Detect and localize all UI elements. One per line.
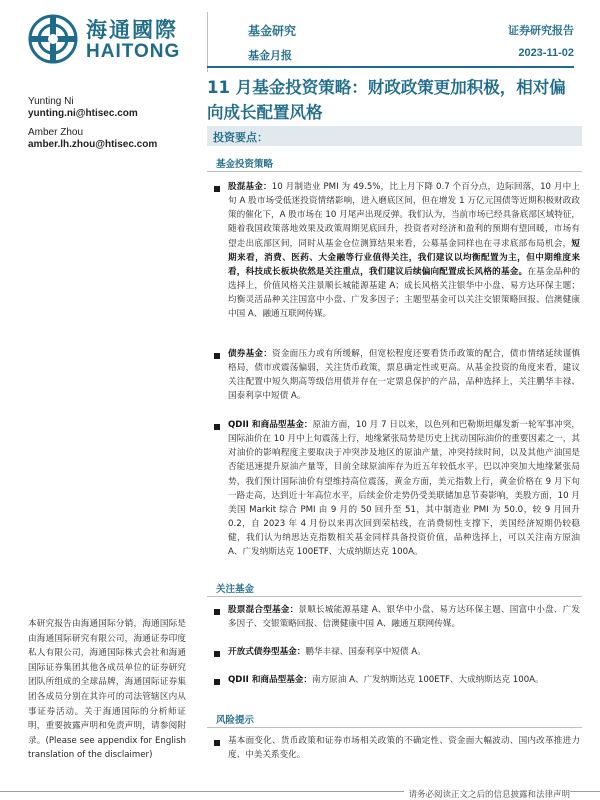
bullet-icon <box>214 424 220 430</box>
para-key: 股混基金： <box>228 182 272 192</box>
header-rule <box>207 66 574 68</box>
author-name: Yunting Ni <box>28 96 74 107</box>
distribution-disclaimer: 本研究报告由海通国际分销，海通国际是由海通国际研究有限公司，海通证券印度私人有限公司，海通国际株式会社和海通国际证券集团其他各成员单位的证券研究团队所组成的全球品牌，海通国际证券集团各成员分别在其许可的司法管辖区内从事证券活动。关于海通国际的分析师证明，重要披露声明和免责声明，请参阅附录。(Please see appendix for English translation of the disclaimer) <box>28 619 186 761</box>
risk-heading: 风险提示 <box>216 715 255 726</box>
bullet-icon <box>214 651 220 657</box>
para-text: 南方原油 A、广发纳斯达克 100ETF、大成纳斯达克 100A。 <box>311 675 544 685</box>
footer-notice: 请务必阅读正文之后的信息披露和法律声明 <box>404 788 570 800</box>
report-type-label: 基金月报 <box>248 49 292 62</box>
para-key: QDII 和商品型基金： <box>228 675 312 685</box>
bullet-icon <box>214 740 220 746</box>
para-text: 10 月制造业 PMI 为 49.5%，比上月下降 0.7 个百分点，边际回落，10 月中上旬 A 股市场受低迷投资情绪影响，进入磨底区间，但在增发 1 万亿元国债等近期积极财政政策的催化下，A 股市场在 10 月尾声出现反弹。我们认为，当前市场已经具备底部区域特征，随着我国政策落地效果及政策周期见底回升，投资者对经济和盈利的预期有望回暖，市场有望走出底部区间，同时从基金仓位测算结果来看，公募基金同样也在寻求底部布局机会， <box>228 182 580 249</box>
para-key: 股票混合型基金： <box>228 605 299 615</box>
focus-equity-funds <box>228 603 580 631</box>
author-2 <box>28 127 157 151</box>
para-key: 债券基金： <box>228 349 273 359</box>
para-text: 鹏华丰禄、国泰利享中短债 A。 <box>305 647 426 657</box>
bullet-icon <box>214 679 220 685</box>
heading-rule <box>207 171 582 172</box>
fund-strategy-heading: 基金投资策略 <box>216 159 274 170</box>
key-points-bar <box>207 126 582 146</box>
para-text: 资金面压力或有所缓解，但宽松程度还要看货币政策的配合，债市情绪延续谨慎格局，债市或震荡偏弱，关注货币政策，票息确定性或更高。从基金投资的角度来看，建议关注配置中短久期高等级信用债并存在一定票息保护的产品，品种选择上，关注鹏华丰禄、国泰利享中短债 A。 <box>228 349 580 402</box>
focus-funds-heading: 关注基金 <box>216 584 255 595</box>
heading-rule <box>207 727 582 728</box>
haitong-logo-mark <box>28 14 78 64</box>
para-bold-text: 短期来看，消费、医药、大金融等行业值得关注，我们建议以均衡配置为主，但中期维度来看，科技成长板块依然是关注重点，我们建议后续偏向配置成长风格的基金。 <box>228 238 580 277</box>
logo-chinese: 海通國際 <box>86 18 178 42</box>
logo-english: HAITONG <box>86 41 181 62</box>
author-email[interactable]: amber.lh.zhou@htisec.com <box>28 139 158 150</box>
report-date: 2023-11-02 <box>518 47 574 59</box>
para-text: 景顺长城能源基建 A、银华中小盘、易方达环保主题、国富中小盘、广发多因子、交银策略回报、信澳健康中国 A、融通互联网传媒。 <box>228 605 580 630</box>
focus-qdii-funds <box>228 673 580 687</box>
bullet-icon <box>214 609 220 615</box>
heading-rule <box>207 596 582 597</box>
qdii-commodity-paragraph <box>228 418 580 560</box>
para-text: 原油方面，10 月 7 日以来，以色列和巴勒斯坦爆发新一轮军事冲突，国际油价在 10 月中上旬震荡上行，地缘紧张局势是历史上扰动国际油价的重要因素之一，其对油价的影响程度主要取决于冲突涉及地区的原油产量，冲突持续时间，以及其他产油国是否能迅速提升原油产量等，目前全球原油库存为近五年较低水平，巴以冲突加大地缘紧张局势，我们预计国际油价有望维持高位震荡，黄金方面，美元指数上行，黄金价格在 9 月下旬一路走高，达到近十年高位水平，后续金价走势仍受美联储加息节奏影响，美股方面，10 月美国 Markit 综合 PMI 由 9 月的 50 回升至 51，其中制造业 PMI 为 50.0，较 9 月回升 0.2，自 2023 年 4 月份以来再次回到荣枯线，在消费韧性支撑下，美国经济短期仍较稳健，我们认为纳思达克指数相关基金同样具备投资价值，品种选择上，可以关注南方原油 A、广发纳斯达克 100ETF、大成纳斯达克 100A。 <box>228 420 580 558</box>
equity-hybrid-paragraph <box>228 180 580 322</box>
para-key: QDII 和商品型基金： <box>228 420 313 430</box>
bond-fund-paragraph <box>228 347 580 404</box>
key-points-heading: 投资要点： <box>213 131 268 144</box>
author-email[interactable]: yunting.ni@htisec.com <box>28 108 138 119</box>
author-1 <box>28 96 138 120</box>
report-category-label: 证券研究报告 <box>508 24 574 37</box>
department-label: 基金研究 <box>248 24 297 38</box>
risk-paragraph: 基本面变化、货币政策和证券市场相关政策的不确定性、资金面大幅波动、国内改革推进力度、中美关系变化。 <box>228 736 580 761</box>
bullet-icon <box>214 353 220 359</box>
bullet-icon <box>214 186 220 192</box>
para-key: 开放式债券型基金： <box>228 647 306 657</box>
focus-bond-funds <box>228 645 580 659</box>
header-divider <box>207 12 208 72</box>
para-text: 在基金品种的选择上，价值风格关注景顺长城能源基建 A；成长风格关注银华中小盘、易方达环保主题；均衡灵活品种关注国富中小盘、广发多因子；主题型基金可以关注交银策略回报、信澳健康中国 A、融通互联网传媒。 <box>228 266 580 320</box>
report-title: 11 月基金投资策略：财政政策更加积极，相对偏向成长配置风格 <box>207 78 566 122</box>
author-name: Amber Zhou <box>28 127 84 138</box>
